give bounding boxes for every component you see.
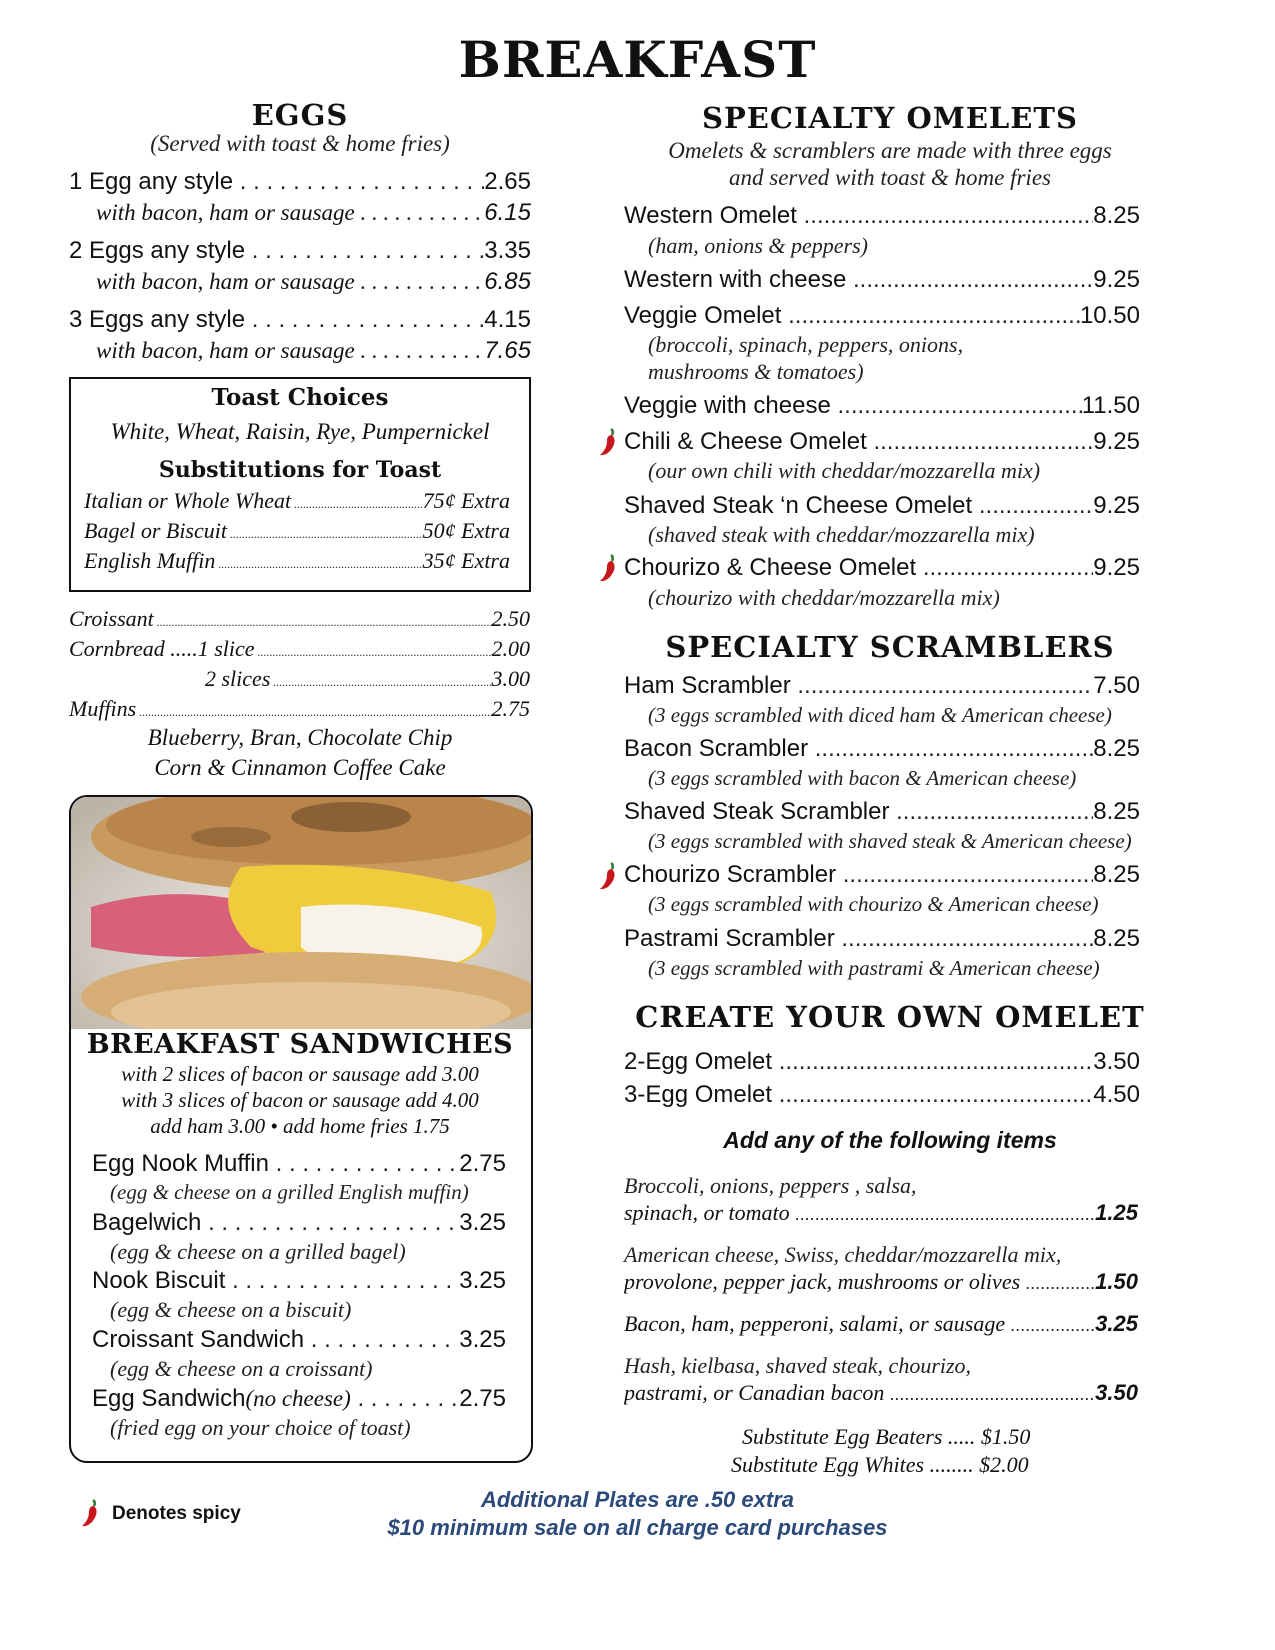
omelet-item: Western with cheese ..... 9.25 <box>624 266 1140 294</box>
menu-item-addon: with bacon, ham or sausage . . . 6.15 <box>96 199 531 227</box>
sandwich-desc: (egg & cheese on a croissant) <box>110 1356 373 1381</box>
page-title: BREAKFAST <box>458 30 817 89</box>
scrambler-desc: (3 eggs scrambled with chourizo & American cheese) <box>648 892 1099 916</box>
addon-item: pastrami, or Canadian bacon ..... 3.50 <box>624 1380 1138 1406</box>
sandwiches-note: with 2 slices of bacon or sausage add 3.00 <box>121 1062 479 1086</box>
omelets-subtitle: Omelets & scramblers are made with three eggs <box>668 138 1112 163</box>
sandwich-item: Egg Sandwich (no cheese) . . . 2.75 <box>92 1385 506 1413</box>
menu-item: 1 Egg any style . . . 2.65 <box>69 168 531 196</box>
scrambler-item: Ham Scrambler ..... 7.50 <box>624 672 1140 700</box>
scrambler-desc: (3 eggs scrambled with diced ham & American cheese) <box>648 703 1112 727</box>
scrambler-desc: (3 eggs scrambled with bacon & American cheese) <box>648 766 1077 790</box>
footer-note: Additional Plates are .50 extra <box>480 1487 795 1512</box>
sandwich-desc: (egg & cheese on a grilled bagel) <box>110 1239 406 1264</box>
sandwiches-heading: BREAKFAST SANDWICHES <box>86 1029 514 1060</box>
sandwich-photo <box>71 797 531 1029</box>
menu-item-addon: with bacon, ham or sausage . . . 7.65 <box>96 337 531 365</box>
addon-item: provolone, pepper jack, mushrooms or olives ..... 1.50 <box>624 1269 1138 1295</box>
spicy-legend: Denotes spicy <box>112 1503 241 1524</box>
omelet-desc: (ham, onions & peppers) <box>648 233 868 258</box>
substitution-item: Italian or Whole Wheat ..... 75¢ Extra <box>84 488 510 514</box>
spicy-pepper-icon <box>598 553 620 583</box>
omelet-desc: (chourizo with cheddar/mozzarella mix) <box>648 585 1000 610</box>
omelet-item: Chourizo & Cheese Omelet ..... 9.25 <box>624 554 1140 582</box>
egg-beaters-substitute: Substitute Egg Beaters ..... $1.50 <box>742 1424 1031 1449</box>
sandwich-item: Bagelwich . . . 3.25 <box>92 1209 506 1237</box>
omelets-subtitle: and served with toast & home fries <box>729 165 1051 190</box>
scrambler-item: Shaved Steak Scrambler ..... 8.25 <box>624 798 1140 826</box>
menu-item: 2 Eggs any style . . . 3.35 <box>69 237 531 265</box>
substitution-item: Bagel or Biscuit ..... 50¢ Extra <box>84 518 510 544</box>
omelets-heading: SPECIALTY OMELETS <box>702 101 1078 135</box>
eggs-subtitle: (Served with toast & home fries) <box>150 131 450 156</box>
footer-note: $10 minimum sale on all charge card purchases <box>387 1515 888 1540</box>
create-item: 2-Egg Omelet ..... 3.50 <box>624 1048 1140 1076</box>
eggs-heading: EGGS <box>251 98 349 132</box>
omelet-desc: (our own chili with cheddar/mozzarella mix) <box>648 458 1041 483</box>
bakery-item: Cornbread .....1 slice ..... 2.00 <box>69 636 530 662</box>
create-heading: CREATE YOUR OWN OMELET <box>635 1000 1145 1034</box>
omelet-item: Chili & Cheese Omelet ..... 9.25 <box>624 428 1140 456</box>
muffin-flavors-line2: Corn & Cinnamon Coffee Cake <box>154 755 446 780</box>
sandwich-desc: (egg & cheese on a biscuit) <box>110 1297 352 1322</box>
toast-choices: White, Wheat, Raisin, Rye, Pumpernickel <box>110 419 490 444</box>
sandwiches-note: with 3 slices of bacon or sausage add 4.00 <box>121 1088 479 1112</box>
omelet-item: Western Omelet ..... 8.25 <box>624 202 1140 230</box>
bakery-item: 2 slices ..... 3.00 <box>205 666 530 692</box>
omelet-desc: (broccoli, spinach, peppers, onions, <box>648 332 964 357</box>
scrambler-item: Chourizo Scrambler ..... 8.25 <box>624 861 1140 889</box>
muffin-flavors-line1: Blueberry, Bran, Chocolate Chip <box>147 725 453 750</box>
spicy-pepper-icon <box>598 861 620 891</box>
bakery-item: Muffins ..... 2.75 <box>69 696 530 722</box>
omelet-item: Shaved Steak ‘n Cheese Omelet ..... 9.25 <box>624 492 1140 520</box>
sandwich-item: Nook Biscuit . . . 3.25 <box>92 1267 506 1295</box>
addon-item: spinach, or tomato ..... 1.25 <box>624 1200 1138 1226</box>
scrambler-desc: (3 eggs scrambled with pastrami & American cheese) <box>648 956 1100 980</box>
substitution-item: English Muffin ..... 35¢ Extra <box>84 548 510 574</box>
scrambler-item: Pastrami Scrambler ..... 8.25 <box>624 925 1140 953</box>
omelet-item: Veggie Omelet ..... 10.50 <box>624 302 1140 330</box>
sandwich-desc: (fried egg on your choice of toast) <box>110 1415 411 1440</box>
scrambler-item: Bacon Scrambler ..... 8.25 <box>624 735 1140 763</box>
bakery-item: Croissant ..... 2.50 <box>69 606 530 632</box>
addon-item: Bacon, ham, pepperoni, salami, or sausage ..... 3.25 <box>624 1311 1138 1337</box>
sandwich-desc: (egg & cheese on a grilled English muffin) <box>110 1180 469 1204</box>
sandwiches-note: add ham 3.00 • add home fries 1.75 <box>150 1114 450 1138</box>
toast-heading: Toast Choices <box>211 384 389 411</box>
sandwich-item: Croissant Sandwich . . . 3.25 <box>92 1326 506 1354</box>
addon-line: Hash, kielbasa, shaved steak, chourizo, <box>624 1353 972 1378</box>
menu-item: 3 Eggs any style . . . 4.15 <box>69 306 531 334</box>
addon-line: American cheese, Swiss, cheddar/mozzarella mix, <box>624 1242 1062 1267</box>
omelet-item: Veggie with cheese ..... 11.50 <box>624 392 1140 420</box>
add-items-heading: Add any of the following items <box>723 1127 1057 1153</box>
menu-item-addon: with bacon, ham or sausage . . . 6.85 <box>96 268 531 296</box>
omelet-desc: (shaved steak with cheddar/mozzarella mix) <box>648 522 1035 547</box>
addon-line: Broccoli, onions, peppers , salsa, <box>624 1173 917 1198</box>
sandwich-item: Egg Nook Muffin . . . 2.75 <box>92 1150 506 1178</box>
omelet-desc: mushrooms & tomatoes) <box>648 359 864 384</box>
scrambler-desc: (3 eggs scrambled with shaved steak & American cheese) <box>648 829 1132 853</box>
spicy-pepper-icon <box>598 427 620 457</box>
scramblers-heading: SPECIALTY SCRAMBLERS <box>665 630 1115 664</box>
egg-whites-substitute: Substitute Egg Whites ........ $2.00 <box>731 1452 1029 1477</box>
create-item: 3-Egg Omelet ..... 4.50 <box>624 1081 1140 1109</box>
substitutions-heading: Substitutions for Toast <box>158 457 442 483</box>
